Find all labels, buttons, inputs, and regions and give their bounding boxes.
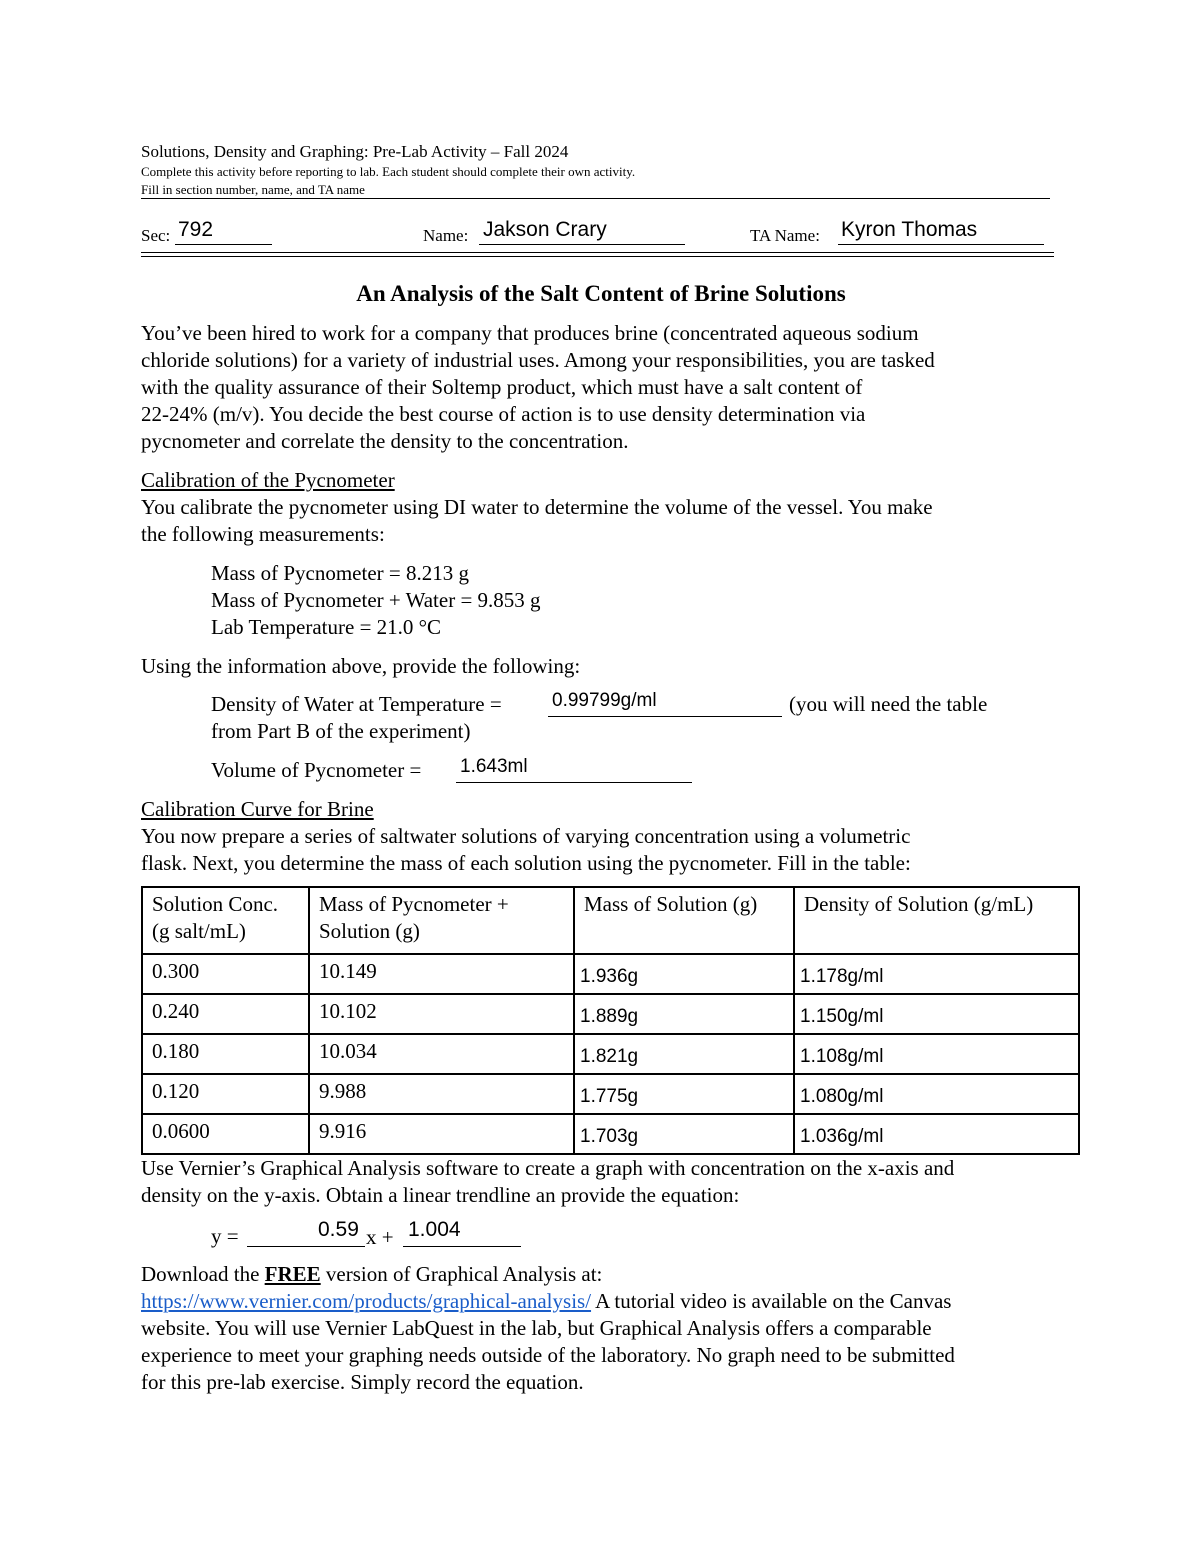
ta-label: TA Name: xyxy=(750,226,820,245)
mass-solution-cell[interactable]: 1.703g xyxy=(574,1114,794,1154)
page-title: An Analysis of the Salt Content of Brine Solutions xyxy=(356,281,846,306)
calibration-line: You calibrate the pycnometer using DI water to determine the volume of the vessel. You make xyxy=(141,495,933,519)
density-note: (you will need the table xyxy=(789,692,988,716)
calibration-line: the following measurements: xyxy=(141,522,385,546)
table-header-cell: Solution Conc. (g salt/mL) xyxy=(142,887,309,954)
intro-line: chloride solutions) for a variety of industrial uses. Among your responsibilities, you are tasked xyxy=(141,348,935,372)
density-cell[interactable]: 1.080g/ml xyxy=(794,1074,1079,1114)
table-header-cell: Density of Solution (g/mL) xyxy=(794,887,1079,954)
instruction-line: Complete this activity before reporting to lab. Each student should complete their own activity. xyxy=(141,164,636,179)
calibration-section xyxy=(141,467,1061,548)
free-emphasis: FREE xyxy=(264,1262,321,1286)
density-label: Density of Water at Temperature = xyxy=(211,692,502,716)
conc-cell: 0.300 xyxy=(142,954,309,994)
graph-line: density on the y-axis. Obtain a linear trendline an provide the equation: xyxy=(141,1183,740,1207)
intro-line: You’ve been hired to work for a company that produces brine (concentrated aqueous sodium xyxy=(141,321,919,345)
conc-cell: 0.120 xyxy=(142,1074,309,1114)
graph-instructions xyxy=(141,1155,1061,1209)
download-text-line: website. You will use Vernier LabQuest in the lab, but Graphical Analysis offers a comparable xyxy=(141,1316,932,1340)
table-row xyxy=(142,1114,1079,1154)
calibration-prompt: Using the information above, provide the following: xyxy=(141,654,581,678)
volume-answer[interactable]: 1.643ml xyxy=(460,756,528,777)
slope-answer[interactable]: 0.59 xyxy=(318,1218,359,1241)
mass-solution-cell[interactable]: 1.821g xyxy=(574,1034,794,1074)
conc-cell: 0.240 xyxy=(142,994,309,1034)
sec-value[interactable]: 792 xyxy=(178,218,214,241)
table-row xyxy=(142,1034,1079,1074)
vernier-link[interactable]: https://www.vernier.com/products/graphical-analysis/ xyxy=(141,1289,592,1313)
density-cell[interactable]: 1.178g/ml xyxy=(794,954,1079,994)
mass-solution-cell[interactable]: 1.936g xyxy=(574,954,794,994)
graph-line: Use Vernier’s Graphical Analysis software to create a graph with concentration on the x-axis and xyxy=(141,1156,955,1180)
intro-line: 22-24% (m/v). You decide the best course of action is to use density determination via xyxy=(141,402,866,426)
curve-line: You now prepare a series of saltwater solutions of varying concentration using a volumetric xyxy=(141,824,911,848)
intro-paragraph xyxy=(141,320,1061,455)
table-row xyxy=(142,1074,1079,1114)
curve-section xyxy=(141,796,1061,877)
intro-line: pycnometer and correlate the density to the concentration. xyxy=(141,429,629,453)
mass-total-cell: 9.916 xyxy=(309,1114,574,1154)
mass-total-cell: 10.149 xyxy=(309,954,574,994)
equation-x-label: x + xyxy=(366,1225,394,1249)
calibration-heading: Calibration of the Pycnometer xyxy=(141,468,395,492)
density-cell[interactable]: 1.108g/ml xyxy=(794,1034,1079,1074)
curve-heading: Calibration Curve for Brine xyxy=(141,797,374,821)
table-header-cell: Mass of Solution (g) xyxy=(574,887,794,954)
download-section xyxy=(141,1261,1061,1396)
curve-line: flask. Next, you determine the mass of each solution using the pycnometer. Fill in the table: xyxy=(141,851,911,875)
measurement-item: Mass of Pycnometer + Water = 9.853 g xyxy=(211,588,541,612)
intercept-answer[interactable]: 1.004 xyxy=(408,1218,461,1241)
sec-label: Sec: xyxy=(141,226,171,245)
mass-solution-cell[interactable]: 1.775g xyxy=(574,1074,794,1114)
conc-cell: 0.0600 xyxy=(142,1114,309,1154)
ta-value[interactable]: Kyron Thomas xyxy=(841,218,978,241)
mass-total-cell: 10.102 xyxy=(309,994,574,1034)
download-text-line: experience to meet your graphing needs outside of the laboratory. No graph need to be submitted xyxy=(141,1343,955,1367)
fill-instruction-line: Fill in section number, name, and TA name xyxy=(141,182,365,197)
download-text-line: for this pre-lab exercise. Simply record the equation. xyxy=(141,1370,584,1394)
density-cell[interactable]: 1.036g/ml xyxy=(794,1114,1079,1154)
intro-line: with the quality assurance of their Soltemp product, which must have a salt content of xyxy=(141,375,863,399)
mass-solution-cell[interactable]: 1.889g xyxy=(574,994,794,1034)
measurements-list xyxy=(211,560,541,641)
download-line: Download the FREE version of Graphical Analysis at: xyxy=(141,1262,603,1286)
name-value[interactable]: Jakson Crary xyxy=(483,218,607,241)
measurement-item: Lab Temperature = 21.0 °C xyxy=(211,615,442,639)
conc-cell: 0.180 xyxy=(142,1034,309,1074)
table-header-row xyxy=(142,887,1079,954)
header-rule xyxy=(141,198,1050,199)
brine-data-table xyxy=(141,886,1080,1155)
course-line: Solutions, Density and Graphing: Pre-Lab Activity – Fall 2024 xyxy=(141,142,569,161)
density-cell[interactable]: 1.150g/ml xyxy=(794,994,1079,1034)
download-link-line: https://www.vernier.com/products/graphical-analysis/ A tutorial video is available on the Canvas xyxy=(141,1289,952,1313)
density-note-2: from Part B of the experiment) xyxy=(211,719,471,743)
volume-label: Volume of Pycnometer = xyxy=(211,758,422,782)
worksheet-page xyxy=(141,0,1061,1553)
table-header-cell: Mass of Pycnometer + Solution (g) xyxy=(309,887,574,954)
measurement-item: Mass of Pycnometer = 8.213 g xyxy=(211,561,469,585)
table-row xyxy=(142,994,1079,1034)
name-label: Name: xyxy=(423,226,469,245)
density-answer[interactable]: 0.99799g/ml xyxy=(552,690,657,711)
mass-total-cell: 9.988 xyxy=(309,1074,574,1114)
equation-y-label: y = xyxy=(211,1224,239,1248)
table-row xyxy=(142,954,1079,994)
mass-total-cell: 10.034 xyxy=(309,1034,574,1074)
fields-double-rule xyxy=(141,252,1054,257)
